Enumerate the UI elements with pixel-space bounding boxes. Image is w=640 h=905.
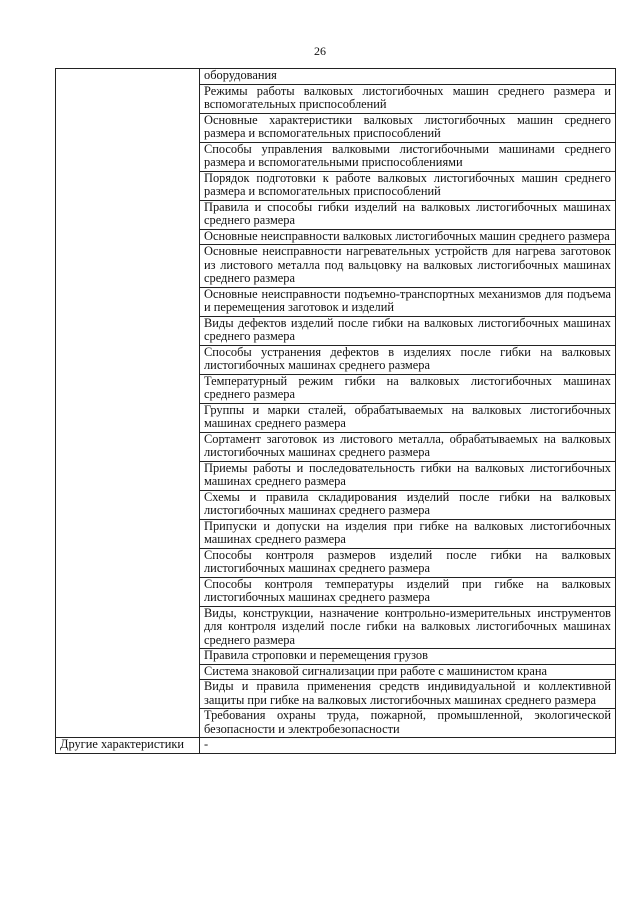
knowledge-item-cell: Способы контроля размеров изделий после гибки на валковых листогибочных машинах среднего размера <box>200 548 616 577</box>
knowledge-item-cell: Основные характеристики валковых листогибочных машин среднего размера и вспомогательных приспособлений <box>200 113 616 142</box>
knowledge-item-cell: Приемы работы и последовательность гибки на валковых листогибочных машинах среднего размера <box>200 461 616 490</box>
knowledge-item-cell: Основные неисправности валковых листогибочных машин среднего размера <box>200 229 616 245</box>
other-characteristics-row <box>56 738 616 754</box>
knowledge-item-cell: Схемы и правила складирования изделий после гибки на валковых листогибочных машинах среднего размера <box>200 490 616 519</box>
knowledge-item-cell: Температурный режим гибки на валковых листогибочных машинах среднего размера <box>200 374 616 403</box>
knowledge-item-cell: Основные неисправности нагревательных устройств для нагрева заготовок из листового металла под вальцовку на валковых листогибочных машинах среднего размера <box>200 245 616 288</box>
knowledge-item-cell: Режимы работы валковых листогибочных машин среднего размера и вспомогательных приспособлений <box>200 84 616 113</box>
knowledge-item-cell: Способы контроля температуры изделий при гибке на валковых листогибочных машинах среднего размера <box>200 577 616 606</box>
empty-label-cell <box>56 69 200 738</box>
knowledge-item-cell: Виды, конструкции, назначение контрольно-измерительных инструментов для контроля изделий после гибки на валковых листогибочных машинах среднего размера <box>200 606 616 649</box>
other-characteristics-label: Другие характеристики <box>56 738 200 754</box>
requirements-table <box>55 68 616 754</box>
page-number: 26 <box>314 44 326 58</box>
knowledge-item-cell: Способы управления валковыми листогибочными машинами среднего размера и вспомогательными приспособлениями <box>200 142 616 171</box>
other-characteristics-value: - <box>200 738 616 754</box>
table-row <box>56 69 616 85</box>
knowledge-item-cell: Порядок подготовки к работе валковых листогибочных машин среднего размера и вспомогательных приспособлений <box>200 171 616 200</box>
knowledge-item-cell: Способы устранения дефектов в изделиях после гибки на валковых листогибочных машинах среднего размера <box>200 345 616 374</box>
knowledge-item-cell: Виды и правила применения средств индивидуальной и коллективной защиты при гибке на валковых листогибочных машинах среднего размера <box>200 680 616 709</box>
knowledge-item-cell: Правила и способы гибки изделий на валковых листогибочных машинах среднего размера <box>200 200 616 229</box>
knowledge-item-cell: Группы и марки сталей, обрабатываемых на валковых листогибочных машинах среднего размера <box>200 403 616 432</box>
requirements-table-body <box>56 69 616 754</box>
knowledge-item-cell: Система знаковой сигнализации при работе с машинистом крана <box>200 664 616 680</box>
knowledge-item-cell: Сортамент заготовок из листового металла, обрабатываемых на валковых листогибочных машинах среднего размера <box>200 432 616 461</box>
knowledge-item-cell: Требования охраны труда, пожарной, промышленной, экологической безопасности и электробезопасности <box>200 709 616 738</box>
knowledge-item-cell: Основные неисправности подъемно-транспортных механизмов для подъема и перемещения заготовок и изделий <box>200 287 616 316</box>
knowledge-item-cell: Виды дефектов изделий после гибки на валковых листогибочных машинах среднего размера <box>200 316 616 345</box>
knowledge-item-cell: Правила строповки и перемещения грузов <box>200 649 616 665</box>
knowledge-item-cell: оборудования <box>200 69 616 85</box>
knowledge-item-cell: Припуски и допуски на изделия при гибке на валковых листогибочных машинах среднего размера <box>200 519 616 548</box>
